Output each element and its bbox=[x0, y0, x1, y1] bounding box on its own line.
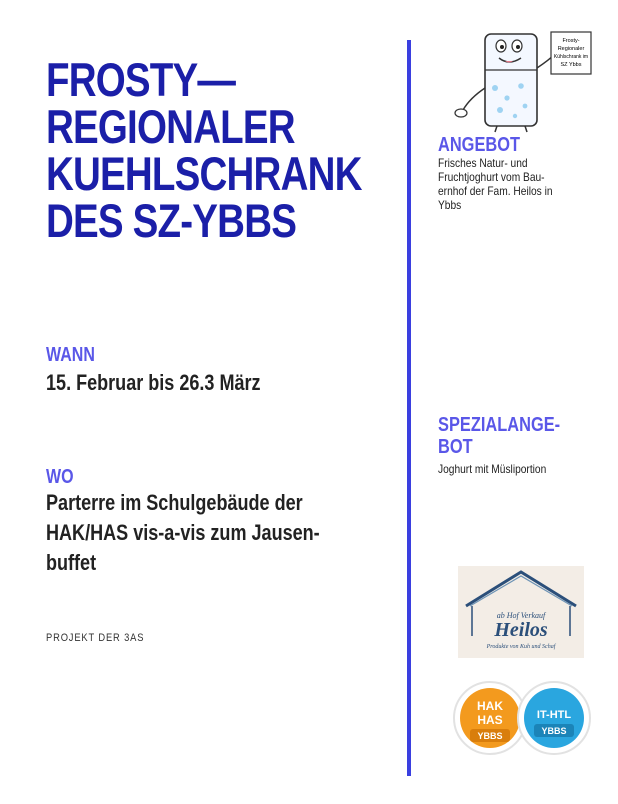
when-value: 15. Februar bis 26.3 März bbox=[46, 370, 261, 395]
where-value bbox=[46, 488, 320, 578]
fridge-sign-line: Kühlschrank im bbox=[553, 54, 589, 60]
school-logos-image bbox=[452, 680, 592, 756]
vertical-divider bbox=[407, 40, 411, 776]
offer-text bbox=[438, 156, 553, 212]
where-line: HAK/HAS vis-a-vis zum Jausen- bbox=[46, 520, 320, 545]
hak-ybbs-text: YBBS bbox=[477, 731, 503, 741]
title-line: KUEHLSCHRANK bbox=[46, 147, 362, 200]
fridge-mascot-image bbox=[445, 28, 595, 133]
special-heading bbox=[438, 414, 560, 458]
fridge-sign-line: Frosty- bbox=[562, 38, 580, 44]
page-title bbox=[46, 53, 362, 247]
hak-text: HAK bbox=[477, 699, 503, 713]
offer-heading: ANGEBOT bbox=[438, 134, 520, 156]
where-line: Parterre im Schulgebäude der bbox=[46, 490, 303, 515]
heilos-top-text: ab Hof Verkauf bbox=[496, 611, 546, 620]
heilos-sub-text: Produkte von Kuh und Schaf bbox=[486, 644, 556, 650]
fridge-sign-line: Regionaler bbox=[557, 46, 585, 52]
where-label: WO bbox=[46, 466, 74, 488]
project-credit: PROJEKT DER 3AS bbox=[46, 632, 145, 644]
special-heading-line: SPEZIALANGE- bbox=[438, 414, 561, 436]
htl-text: IT-HTL bbox=[536, 709, 572, 721]
offer-line: Fruchtjoghurt vom Bau- bbox=[438, 170, 545, 184]
offer-line: Frisches Natur- und bbox=[438, 156, 528, 170]
title-line: REGIONALER bbox=[46, 100, 295, 153]
offer-line: Ybbs bbox=[438, 198, 462, 212]
has-text: HAS bbox=[477, 713, 503, 727]
heilos-name: Heilos bbox=[494, 619, 548, 641]
special-text: Joghurt mit Müsliportion bbox=[438, 462, 547, 476]
fridge-sign-line: SZ Ybbs bbox=[560, 62, 582, 68]
when-label: WANN bbox=[46, 344, 95, 366]
where-line: buffet bbox=[46, 550, 97, 575]
offer-line: ernhof der Fam. Heilos in bbox=[438, 184, 553, 198]
heilos-logo-image bbox=[458, 566, 584, 658]
title-line: DES SZ-YBBS bbox=[46, 194, 297, 247]
special-heading-line: BOT bbox=[438, 436, 473, 458]
title-line: FROSTY— bbox=[46, 53, 236, 106]
htl-ybbs-text: YBBS bbox=[541, 726, 567, 736]
